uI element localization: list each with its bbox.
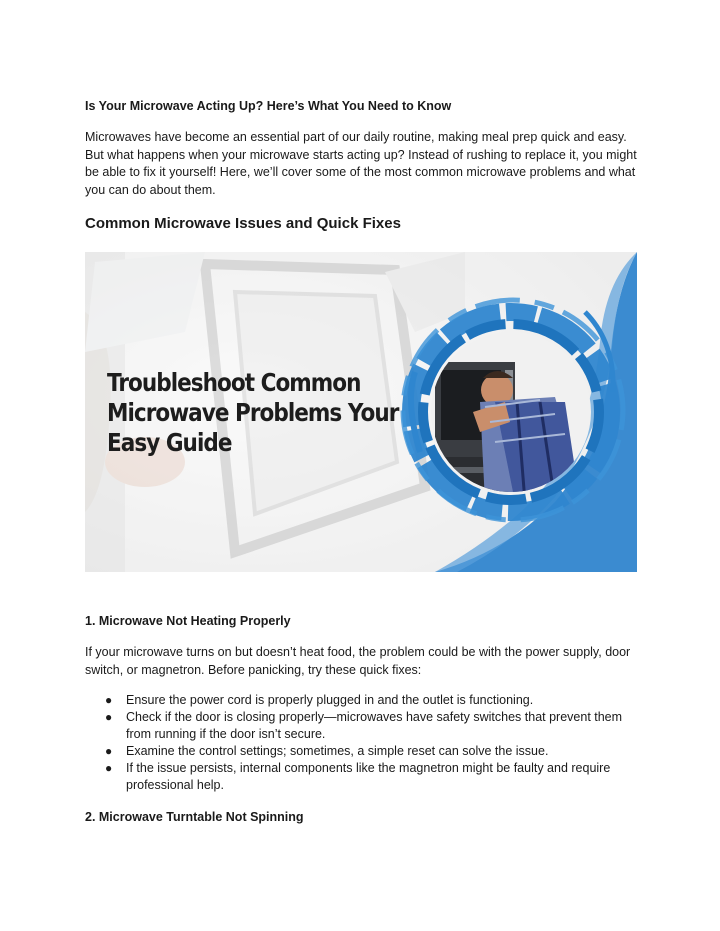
banner-title-line: Easy Guide (107, 428, 232, 457)
bullet-icon: ● (105, 744, 113, 758)
bullet-icon: ● (105, 710, 113, 724)
list-item (105, 709, 637, 743)
banner-title (107, 368, 398, 458)
list-item-text: Examine the control settings; sometimes, a simple reset can solve the issue. (126, 744, 549, 758)
banner-image (85, 252, 637, 572)
intro-paragraph: Microwaves have become an essential part of our daily routine, making meal prep quick and easy. But what happens when your microwave starts acting up? Instead of rushing to replace it, you might be able to fix it yourself! Here, we’ll cover some of the most common microwave problems and what you can do about them. (85, 130, 637, 197)
bullet-icon: ● (105, 693, 113, 707)
issue-1-body: If your microwave turns on but doesn’t heat food, the problem could be with the power supply, door switch, or magnetron. Before panicking, try these quick fixes: (85, 645, 631, 677)
list-item-text: Check if the door is closing properly—microwaves have safety switches that prevent them from running if the door isn’t secure. (126, 710, 623, 741)
bullet-icon: ● (105, 761, 113, 775)
article-title: Is Your Microwave Acting Up? Here’s What You Need to Know (85, 99, 452, 113)
banner-title-line: Microwave Problems Your (107, 398, 399, 427)
list-item (105, 760, 637, 794)
list-item-text: If the issue persists, internal components like the magnetron might be faulty and require professional help. (126, 761, 611, 792)
issue-2-heading: 2. Microwave Turntable Not Spinning (85, 810, 304, 824)
issue-1-heading: 1. Microwave Not Heating Properly (85, 614, 291, 628)
list-item (105, 692, 637, 709)
list-item-text: Ensure the power cord is properly plugged in and the outlet is functioning. (126, 693, 534, 707)
section-heading: Common Microwave Issues and Quick Fixes (85, 215, 401, 232)
list-item (105, 743, 637, 760)
issue-1-fix-list (105, 692, 637, 794)
banner-title-line: Troubleshoot Common (107, 368, 361, 397)
